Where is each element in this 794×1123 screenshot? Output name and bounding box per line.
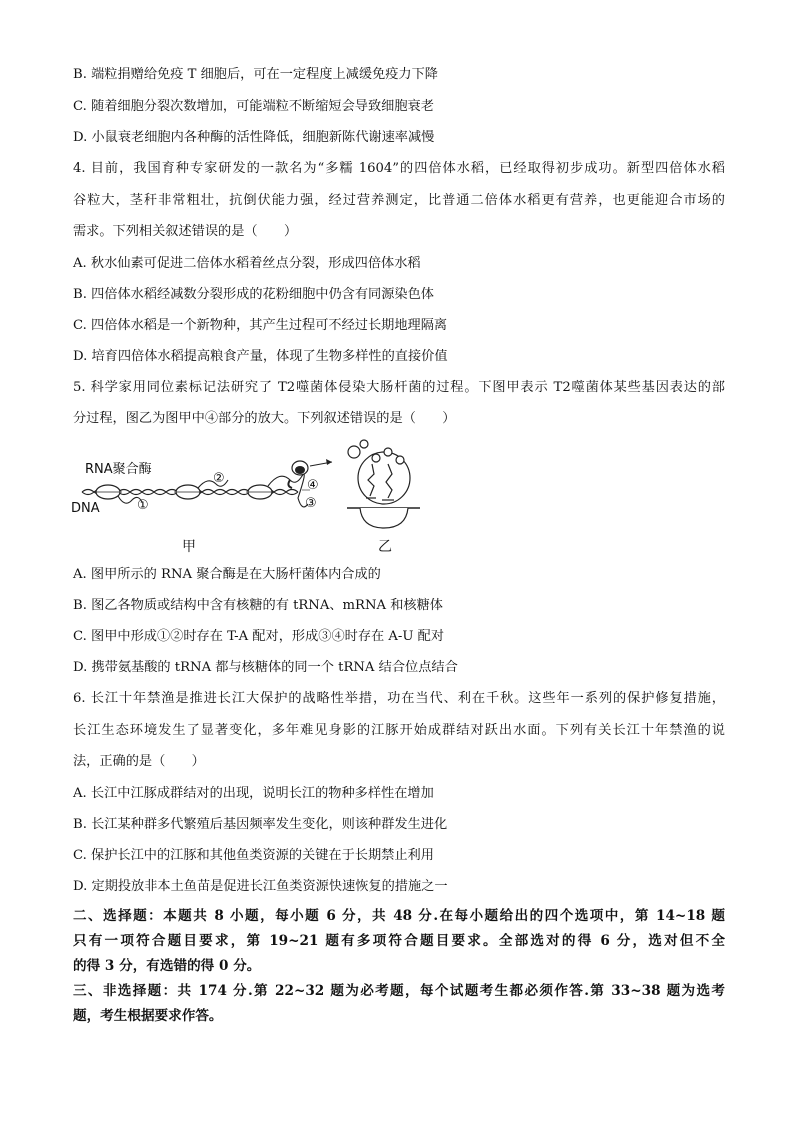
marker-3: ③ (305, 496, 317, 511)
ribosome-enlarged (347, 440, 420, 528)
q4-option-b: B. 四倍体水稻经减数分裂形成的花粉细胞中仍含有同源染色体 (73, 287, 434, 302)
q3-option-c: C. 随着细胞分裂次数增加，可能端粒不断缩短会导致细胞衰老 (73, 99, 434, 114)
q6-option-d: D. 定期投放非本土鱼苗是促进长江鱼类资源快速恢复的措施之一 (73, 879, 448, 894)
q6-option-b: B. 长江某种群多代繁殖后基因频率发生变化，则该种群发生进化 (73, 817, 448, 832)
figure-drawing (70, 440, 430, 530)
q4-stem-line-1: 4. 目前，我国育种专家研发的一款名为“多糯 1604”的四倍体水稻，已经取得初步成功。新型四倍体水稻 (73, 161, 725, 176)
marker-1: ① (137, 498, 149, 513)
section-2-line-3: 的得 3 分，有选错的得 0 分。 (73, 958, 261, 974)
q6-stem-line-3: 法，正确的是（ ） (73, 754, 205, 769)
marker-2: ② (213, 471, 225, 486)
dna-label: DNA (71, 501, 100, 516)
q5-option-b: B. 图乙各物质或结构中含有核糖的有 tRNA、mRNA 和核糖体 (73, 598, 443, 613)
q5-option-a: A. 图甲所示的 RNA 聚合酶是在大肠杆菌体内合成的 (73, 567, 381, 582)
q5-stem-line-2: 分过程，图乙为图甲中④部分的放大。下列叙述错误的是（ ） (73, 411, 456, 426)
marker-4: ④ (307, 478, 319, 493)
q5-stem-line-1: 5. 科学家用同位素标记法研究了 T2噬菌体侵染大肠杆菌的过程。下图甲表示 T2噬菌体某些基因表达的部 (73, 380, 725, 395)
mrna-strand-1 (118, 496, 142, 503)
q4-stem-line-3: 需求。下列相关叙述错误的是（ ） (73, 224, 298, 239)
q4-option-a: A. 秋水仙素可促进二倍体水稻着丝点分裂，形成四倍体水稻 (73, 256, 421, 271)
caption-yi: 乙 (378, 539, 392, 555)
q4-stem-line-2: 谷粒大，茎秆非常粗壮，抗倒伏能力强，经过营养测定，比普通二倍体水稻更有营养，也更能迎合市场的 (73, 193, 725, 208)
q6-stem-line-2: 长江生态环境发生了显著变化，多年难见身影的江豚开始成群结对跃出水面。下列有关长江十年禁渔的说 (73, 723, 725, 738)
q6-option-c: C. 保护长江中的江豚和其他鱼类资源的关键在于长期禁止利用 (73, 848, 434, 863)
q5-option-d: D. 携带氨基酸的 tRNA 都与核糖体的同一个 tRNA 结合位点结合 (73, 660, 458, 675)
q6-option-a: A. 长江中江豚成群结对的出现，说明长江的物种多样性在增加 (73, 786, 434, 801)
section-2-line-2: 只有一项符合题目要求，第 19~21 题有多项符合题目要求。全部选对的得 6 分，选对但不全 (73, 933, 725, 949)
mrna-strand-2 (198, 480, 228, 488)
q6-stem-line-1: 6. 长江十年禁渔是推进长江大保护的战略性举措，功在当代、利在千秋。这些年一系列的保护修复措施， (73, 691, 725, 706)
q3-option-b: B. 端粒捐赠给免疫 T 细胞后，可在一定程度上减缓免疫力下降 (73, 67, 438, 82)
q5-option-c: C. 图甲中形成①②时存在 T-A 配对，形成③④时存在 A-U 配对 (73, 629, 445, 644)
q4-option-d: D. 培育四倍体水稻提高粮食产量，体现了生物多样性的直接价值 (73, 349, 448, 364)
section-3-line-1: 三、非选择题：共 174 分.第 22~32 题为必考题，每个试题考生都必须作答.第 33~38 题为选考 (73, 983, 725, 999)
rna-polymerase-label: RNA聚合酶 (85, 462, 152, 477)
q3-option-d: D. 小鼠衰老细胞内各种酶的活性降低，细胞新陈代谢速率减慢 (73, 130, 435, 145)
section-2-line-1: 二、选择题：本题共 8 小题，每小题 6 分，共 48 分.在每小题给出的四个选项中，第 14~18 题 (73, 908, 725, 924)
q4-option-c: C. 四倍体水稻是一个新物种，其产生过程可不经过长期地理隔离 (73, 318, 448, 333)
section-3-line-2: 题，考生根据要求作答。 (73, 1008, 223, 1024)
caption-jia: 甲 (182, 539, 196, 555)
